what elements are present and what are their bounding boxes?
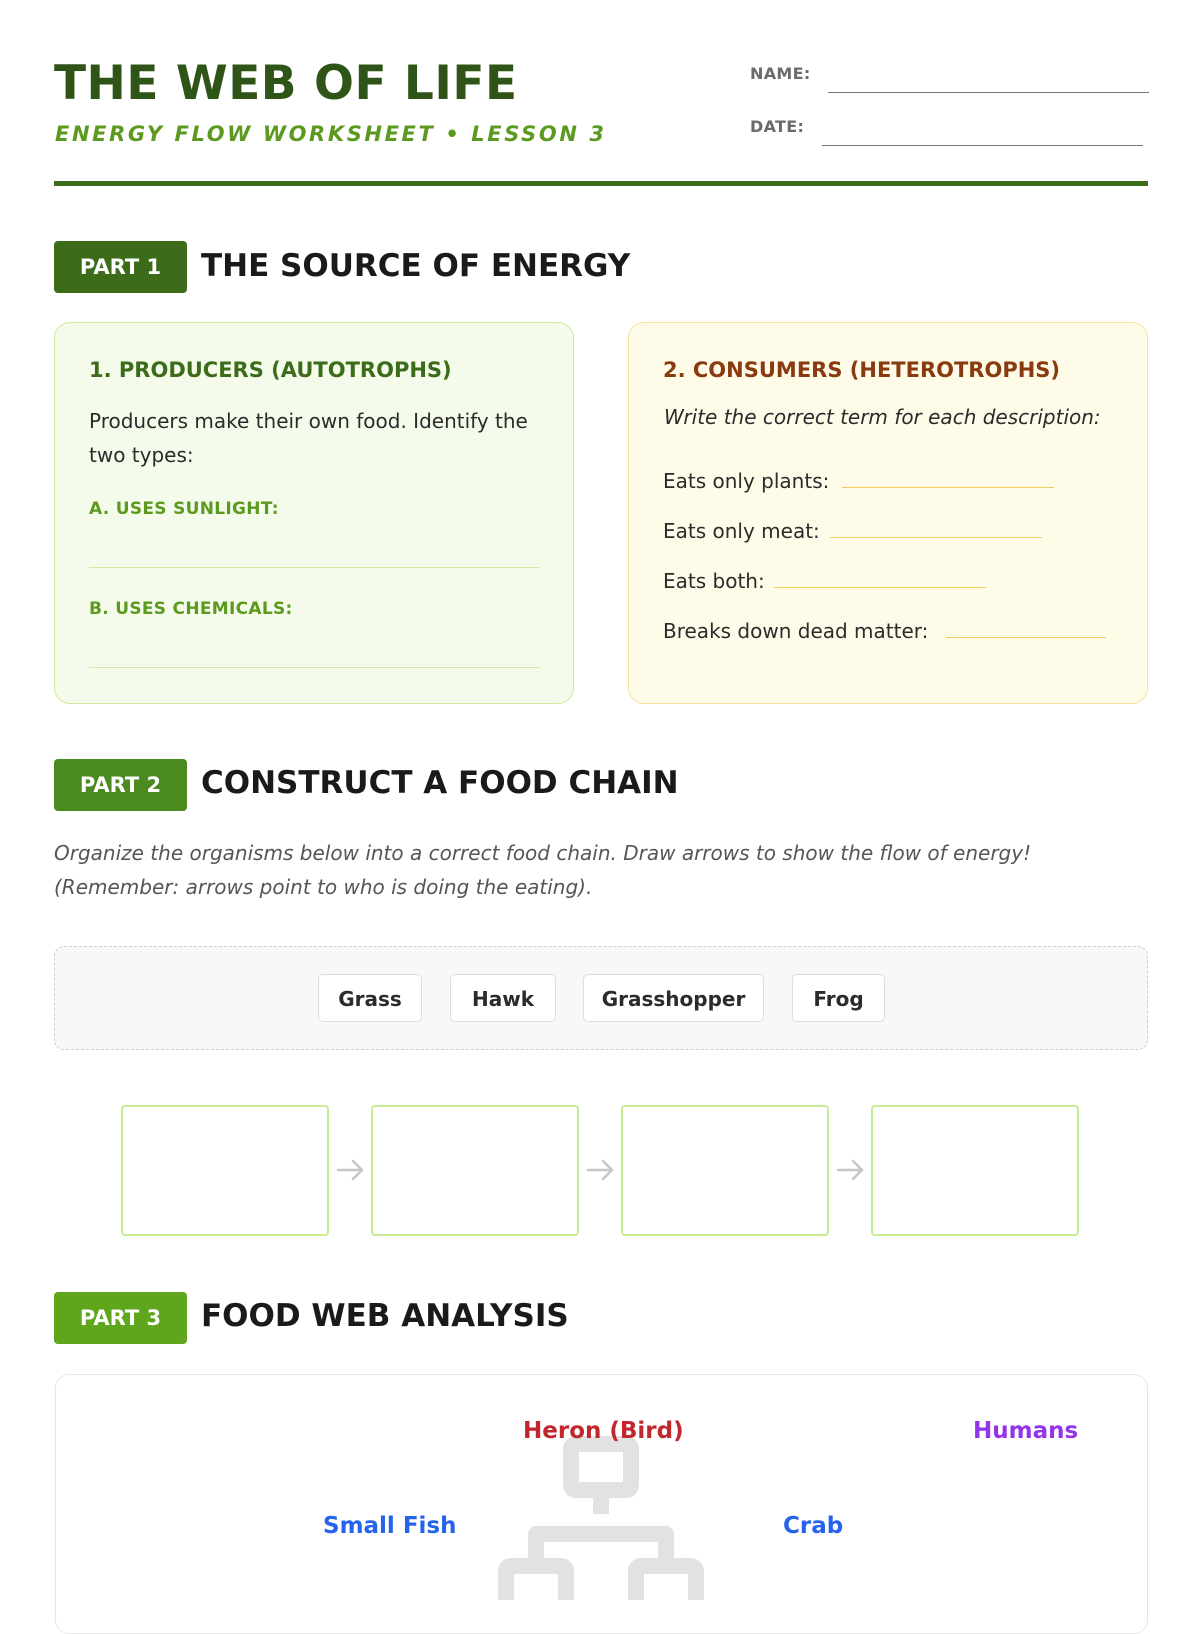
consumers-heading: 2. CONSUMERS (HETEROTROPHS) <box>663 358 1061 382</box>
herbivore-answer-field[interactable] <box>842 487 1054 488</box>
word-chip-grasshopper[interactable]: Grasshopper <box>583 974 764 1022</box>
part2-badge: PART 2 <box>54 759 187 811</box>
decomposer-answer-field[interactable] <box>946 637 1106 638</box>
part1-title: THE SOURCE OF ENERGY <box>201 248 631 284</box>
organism-crab: Crab <box>783 1513 844 1539</box>
name-field[interactable] <box>828 92 1149 93</box>
worksheet-subtitle: ENERGY FLOW WORKSHEET • LESSON 3 <box>55 122 607 146</box>
consumers-instruction: Write the correct term for each description: <box>664 405 1101 429</box>
uses-chemicals-label: B. USES CHEMICALS: <box>89 599 293 619</box>
word-chip-grass[interactable]: Grass <box>318 974 422 1022</box>
food-chain-slot-3[interactable] <box>621 1105 829 1236</box>
food-chain-slot-2[interactable] <box>371 1105 579 1236</box>
producers-text: Producers make their own food. Identify the two types: <box>89 409 528 467</box>
consumer-item-decomposer: Breaks down dead matter: <box>663 619 929 643</box>
part1-badge: PART 1 <box>54 241 187 293</box>
hierarchy-diagram-icon <box>498 1436 704 1600</box>
header-divider <box>54 181 1148 186</box>
word-chip-frog[interactable]: Frog <box>792 974 885 1022</box>
producers-heading: 1. PRODUCERS (AUTOTROPHS) <box>89 358 452 382</box>
organism-heron: Heron (Bird) <box>523 1418 684 1444</box>
food-chain-slot-4[interactable] <box>871 1105 1079 1236</box>
word-chip-hawk[interactable]: Hawk <box>450 974 556 1022</box>
worksheet-title: THE WEB OF LIFE <box>54 56 518 111</box>
organism-humans: Humans <box>973 1418 1079 1444</box>
name-label: NAME: <box>750 64 811 83</box>
uses-sunlight-field[interactable] <box>89 567 539 568</box>
food-chain-instruction: Organize the organisms below into a correct food chain. Draw arrows to show the flow of energy! (Remember: arrows point to who is doing the eating). <box>54 841 1032 899</box>
part3-badge: PART 3 <box>54 1292 187 1344</box>
consumer-item-omnivore: Eats both: <box>663 569 765 593</box>
uses-chemicals-field[interactable] <box>89 667 539 668</box>
date-label: DATE: <box>750 117 805 136</box>
uses-sunlight-label: A. USES SUNLIGHT: <box>89 499 279 519</box>
arrow-right-icon <box>334 1153 368 1187</box>
organism-small-fish: Small Fish <box>323 1513 457 1539</box>
part2-title: CONSTRUCT A FOOD CHAIN <box>201 765 679 801</box>
omnivore-answer-field[interactable] <box>774 587 986 588</box>
part3-title: FOOD WEB ANALYSIS <box>201 1298 569 1334</box>
arrow-right-icon <box>584 1153 618 1187</box>
food-chain-slot-1[interactable] <box>121 1105 329 1236</box>
carnivore-answer-field[interactable] <box>830 537 1042 538</box>
date-field[interactable] <box>822 145 1143 146</box>
arrow-right-icon <box>834 1153 868 1187</box>
consumer-item-carnivore: Eats only meat: <box>663 519 820 543</box>
consumer-item-herbivore: Eats only plants: <box>663 469 830 493</box>
